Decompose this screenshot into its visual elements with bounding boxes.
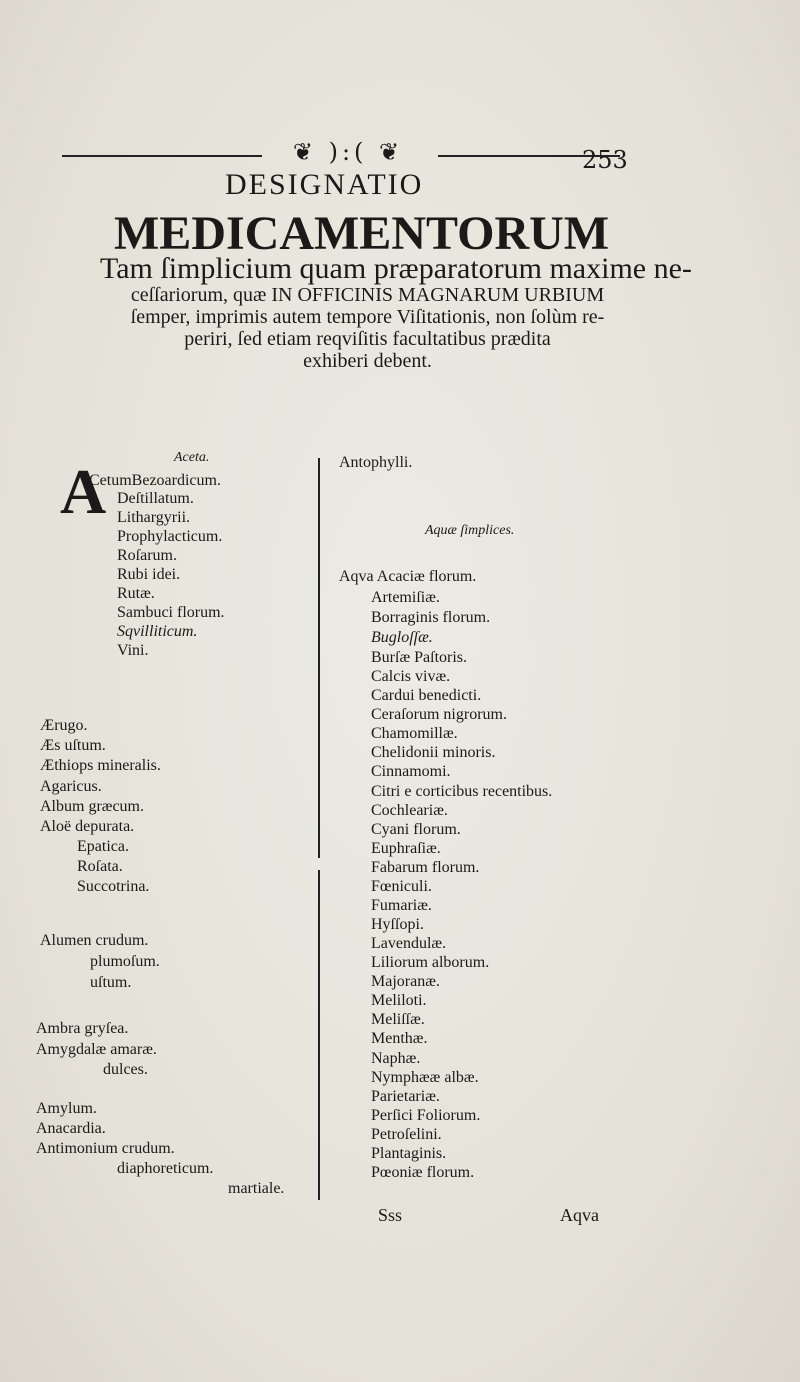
list-item: Citri e corticibus recentibus. [371, 783, 553, 800]
list-item: Sambuci florum. [117, 604, 225, 621]
list-item: Amygdalæ amaræ. [36, 1041, 157, 1058]
column-divider-upper [318, 458, 320, 858]
list-item: Naphæ. [371, 1050, 421, 1067]
list-item: Roſarum. [117, 547, 177, 564]
list-item: Pœoniæ florum. [371, 1164, 475, 1181]
list-item: martiale. [228, 1180, 285, 1197]
list-item: Cardui benedicti. [371, 687, 482, 704]
list-item: Meliloti. [371, 992, 427, 1009]
list-item: Burſæ Paſtoris. [371, 649, 468, 666]
list-item: Fumariæ. [371, 897, 432, 914]
list-item: Chamomillæ. [371, 725, 458, 742]
list-item: Æs uſtum. [40, 737, 106, 754]
list-item: Meliſſæ. [371, 1011, 425, 1028]
list-item: Hyſſopi. [371, 916, 424, 933]
list-item: Æthiops mineralis. [40, 757, 161, 774]
list-item: Ambra gryſea. [36, 1020, 129, 1037]
list-item: Alumen crudum. [40, 932, 149, 949]
list-item: Bugloſſæ. [371, 629, 433, 646]
list-item: Fabarum florum. [371, 859, 480, 876]
list-item: Anacardia. [36, 1120, 106, 1137]
list-item: Agaricus. [40, 778, 102, 795]
header-rule-left [62, 155, 262, 157]
title-medicamentorum: MEDICAMENTORUM [114, 207, 610, 260]
list-item: Lithargyrii. [117, 509, 191, 526]
list-item: dulces. [103, 1061, 148, 1078]
list-item: Cyani florum. [371, 821, 461, 838]
title-designatio: DESIGNATIO [225, 168, 424, 201]
list-item: Petroſelini. [371, 1126, 442, 1143]
page-number: 253 [582, 146, 628, 174]
list-item: Calcis vivæ. [371, 668, 451, 685]
header-ornament: ❦ ):( ❦ [292, 138, 404, 166]
list-item: Aqva Acaciæ florum. [339, 568, 477, 585]
list-item: Amylum. [36, 1100, 97, 1117]
list-item: Nymphææ albæ. [371, 1069, 479, 1086]
list-item: Sqvilliticum. [117, 623, 198, 640]
list-item: Vini. [117, 642, 149, 659]
list-item: Rutæ. [117, 585, 155, 602]
list-item: Liliorum alborum. [371, 954, 490, 971]
list-item: plumoſum. [90, 953, 160, 970]
list-item: Majoranæ. [371, 973, 440, 990]
list-item: CetumBezoardicum. [89, 472, 221, 489]
intro-paragraph [100, 252, 692, 372]
list-item: Chelidonii minoris. [371, 744, 496, 761]
intro-line: Tam ſimplicium quam præparatorum maxime ne- [100, 252, 692, 285]
list-item: Parietariæ. [371, 1088, 440, 1105]
list-item: Borraginis florum. [371, 609, 491, 626]
list-item: Deſtillatum. [117, 490, 194, 507]
list-item: Lavendulæ. [371, 935, 447, 952]
list-item: Succotrina. [77, 878, 150, 895]
column-divider-lower [318, 870, 320, 1200]
intro-line: ceſſariorum, quæ IN OFFICINIS MAGNARUM URBIUM [130, 284, 605, 306]
list-item: Artemiſiæ. [371, 589, 440, 606]
list-item: Antimonium crudum. [36, 1140, 175, 1157]
list-item: Album græcum. [40, 798, 144, 815]
list-item: Euphraſiæ. [371, 840, 441, 857]
signature-mark: Sss [378, 1205, 403, 1225]
list-item: Plantaginis. [371, 1145, 447, 1162]
drop-cap: A [60, 456, 107, 527]
list-item: Ceraſorum nigrorum. [371, 706, 507, 723]
list-item: Antophylli. [339, 454, 413, 471]
intro-line: ſemper, imprimis autem tempore Viſitationis, non ſolùm re- [130, 306, 605, 328]
list-item: Aloë depurata. [40, 818, 135, 835]
section-heading: Aquæ ſimplices. [425, 523, 515, 538]
list-item: Perſici Foliorum. [371, 1107, 481, 1124]
catchword: Aqva [560, 1205, 599, 1225]
list-item: diaphoreticum. [117, 1160, 214, 1177]
list-item: Menthæ. [371, 1030, 428, 1047]
list-item: Prophylacticum. [117, 528, 223, 545]
list-item: Fœniculi. [371, 878, 432, 895]
section-heading: Aceta. [174, 450, 210, 465]
intro-line: exhiberi debent. [303, 350, 432, 372]
list-item: Rubi idei. [117, 566, 181, 583]
list-item: Epatica. [77, 838, 129, 855]
list-item: uſtum. [90, 974, 132, 991]
list-item: Ærugo. [40, 717, 88, 734]
intro-line: periri, ſed etiam reqviſitis facultatibus prædita [184, 328, 551, 350]
list-item: Cinnamomi. [371, 763, 451, 780]
list-item: Cochleariæ. [371, 802, 448, 819]
list-item: Roſata. [77, 858, 123, 875]
